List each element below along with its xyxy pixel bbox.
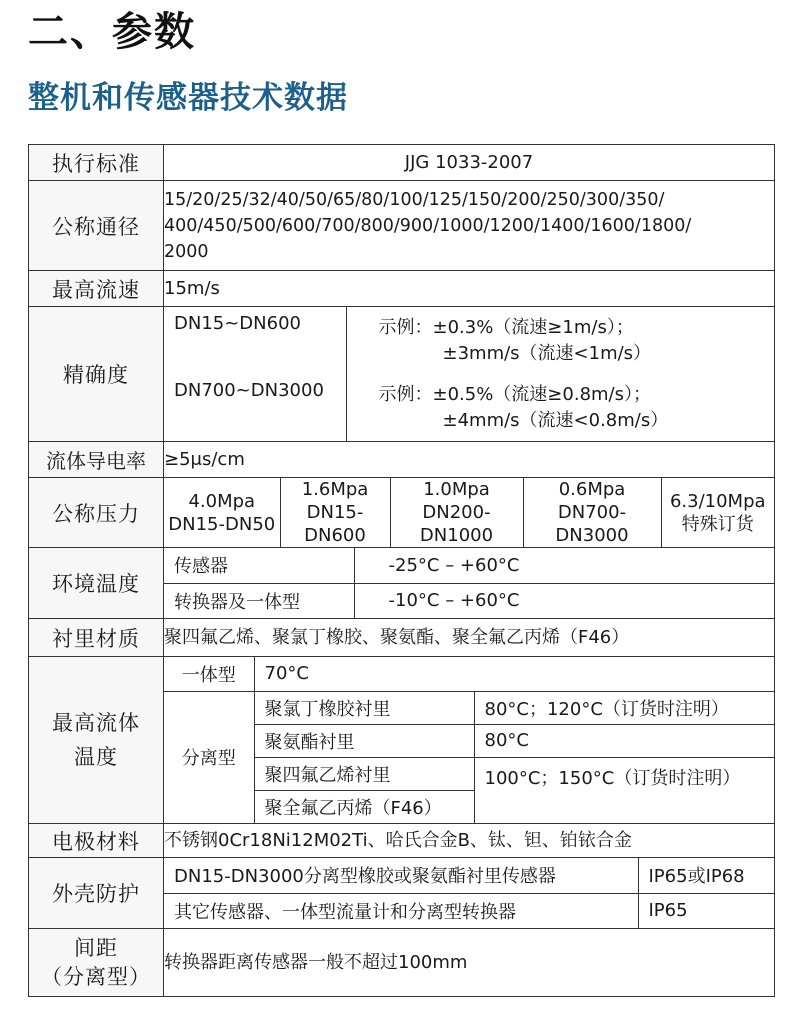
row-conductivity <box>29 442 775 478</box>
label-line: （分离型） <box>41 964 151 989</box>
ambient-item <box>164 548 774 583</box>
value-conductivity: ≥5μs/cm <box>164 442 775 478</box>
enclosure-item <box>164 858 774 893</box>
pressure-range: 特殊订货 <box>681 513 754 535</box>
row-standard <box>29 145 775 181</box>
split-label: 分离型 <box>164 691 254 823</box>
pressure-range: DN15-DN50 <box>168 513 276 535</box>
row-electrode <box>29 824 775 858</box>
ambient-value: -25°C – +60°C <box>354 548 774 583</box>
label-line: 间距 <box>74 935 118 960</box>
split-name: 聚氯丁橡胶衬里 <box>254 691 474 724</box>
label-conductivity: 流体导电率 <box>29 442 164 478</box>
pressure-value: 4.0Mpa <box>188 490 256 512</box>
enclosure-value: IP65 <box>638 893 774 928</box>
accuracy-line2: ±3mm/s（流速<1m/s） <box>442 342 652 364</box>
row-accuracy <box>29 307 775 442</box>
split-name: 聚全氟乙丙烯（F46） <box>254 790 474 823</box>
diameter-line: 400/450/500/600/700/800/900/1000/1200/1400/1600/1800/ <box>164 215 692 236</box>
row-ambient-temp <box>29 548 775 619</box>
enclosure-desc: DN15-DN3000分离型橡胶或聚氨酯衬里传感器 <box>174 866 556 888</box>
diameter-line: 2000 <box>164 241 209 262</box>
label-accuracy: 精确度 <box>29 307 164 442</box>
split-item <box>164 757 774 790</box>
enclosure-value: IP65或IP68 <box>638 858 774 893</box>
pressure-range: DN15-DN600 <box>304 502 366 546</box>
pressure-value: 1.6Mpa <box>301 479 369 500</box>
pressure-value: 0.6Mpa <box>558 479 626 500</box>
value-standard: JJG 1033-2007 <box>164 145 775 181</box>
row-max-velocity <box>29 271 775 307</box>
ambient-name: 转换器及一体型 <box>164 583 354 618</box>
value-distance: 转换器距离传感器一般不超过100mm <box>164 929 775 997</box>
split-item <box>164 724 774 757</box>
row-enclosure <box>29 858 775 929</box>
accuracy-line1: ±0.3%（流速≥1m/s）； <box>432 316 634 338</box>
split-value: 80°C；120°C（订货时注明） <box>474 691 774 724</box>
row-lining <box>29 619 775 657</box>
label-distance <box>29 929 164 997</box>
label-line: 最高流体 <box>52 711 140 735</box>
accuracy-line2: ±4mm/s（流速<0.8m/s） <box>442 409 669 431</box>
label-pressure: 公称压力 <box>29 478 164 548</box>
row-distance <box>29 929 775 997</box>
value-electrode: 不锈钢0Cr18Ni12M02Ti、哈氏合金B、钛、钽、铂铱合金 <box>164 824 775 858</box>
pressure-item <box>390 478 523 547</box>
pressure-item <box>164 478 280 547</box>
accuracy-item <box>164 307 774 374</box>
label-standard: 执行标准 <box>29 145 164 181</box>
accuracy-range: DN15~DN600 <box>174 313 301 334</box>
pressure-value: 1.0Mpa <box>423 479 490 500</box>
integral-label: 一体型 <box>181 664 236 686</box>
enclosure-desc: 其它传感器、一体型流量计和分离型转换器 <box>164 893 638 928</box>
value-nominal-diameter <box>164 181 775 271</box>
row-pressure <box>29 478 775 548</box>
accuracy-prefix: 示例： <box>378 383 433 405</box>
row-max-fluid-temp <box>29 657 775 824</box>
enclosure-subtable <box>164 858 774 928</box>
split-value: 100°C；150°C（订货时注明） <box>474 757 774 823</box>
accuracy-item <box>164 374 774 441</box>
label-enclosure: 外壳防护 <box>29 858 164 929</box>
ambient-item <box>164 583 774 618</box>
split-item <box>164 691 774 724</box>
pressure-item <box>661 478 774 547</box>
spec-table <box>28 144 775 997</box>
split-name: 聚氨酯衬里 <box>254 724 474 757</box>
accuracy-range: DN700~DN3000 <box>174 380 324 401</box>
pressure-range: DN700-DN3000 <box>555 502 629 546</box>
pressure-range: DN200-DN1000 <box>419 502 494 546</box>
accuracy-subtable <box>164 307 774 441</box>
value-max-velocity: 15m/s <box>164 271 775 307</box>
accuracy-prefix: 示例： <box>378 316 433 338</box>
label-ambient-temp: 环境温度 <box>29 548 164 619</box>
enclosure-item <box>164 893 774 928</box>
pressure-item <box>523 478 661 547</box>
integral-value: 70°C <box>254 657 774 691</box>
label-max-velocity: 最高流速 <box>29 271 164 307</box>
pressure-item <box>280 478 390 547</box>
label-nominal-diameter: 公称通径 <box>29 181 164 271</box>
split-name: 聚四氟乙烯衬里 <box>254 757 474 790</box>
value-lining: 聚四氟乙烯、聚氯丁橡胶、聚氨酯、聚全氟乙丙烯（F46） <box>164 619 775 657</box>
accuracy-line1: ±0.5%（流速≥0.8m/s）； <box>432 383 651 405</box>
pressure-subtable <box>164 478 774 547</box>
label-electrode: 电极材料 <box>29 824 164 858</box>
label-max-fluid-temp <box>29 657 164 824</box>
fluid-temp-subtable <box>164 657 774 823</box>
ambient-name: 传感器 <box>174 556 228 578</box>
row-nominal-diameter <box>29 181 775 271</box>
diameter-line: 15/20/25/32/40/50/65/80/100/125/150/200/250/300/350/ <box>164 189 665 210</box>
ambient-value: -10°C – +60°C <box>354 583 774 618</box>
pressure-value: 6.3/10Mpa <box>669 490 766 512</box>
label-line: 温度 <box>74 745 118 769</box>
ambient-subtable <box>164 548 774 618</box>
section-title: 二、参数 <box>28 9 196 55</box>
label-lining: 衬里材质 <box>29 619 164 657</box>
table-subtitle: 整机和传感器技术数据 <box>28 80 348 116</box>
split-value: 80°C <box>474 724 774 757</box>
